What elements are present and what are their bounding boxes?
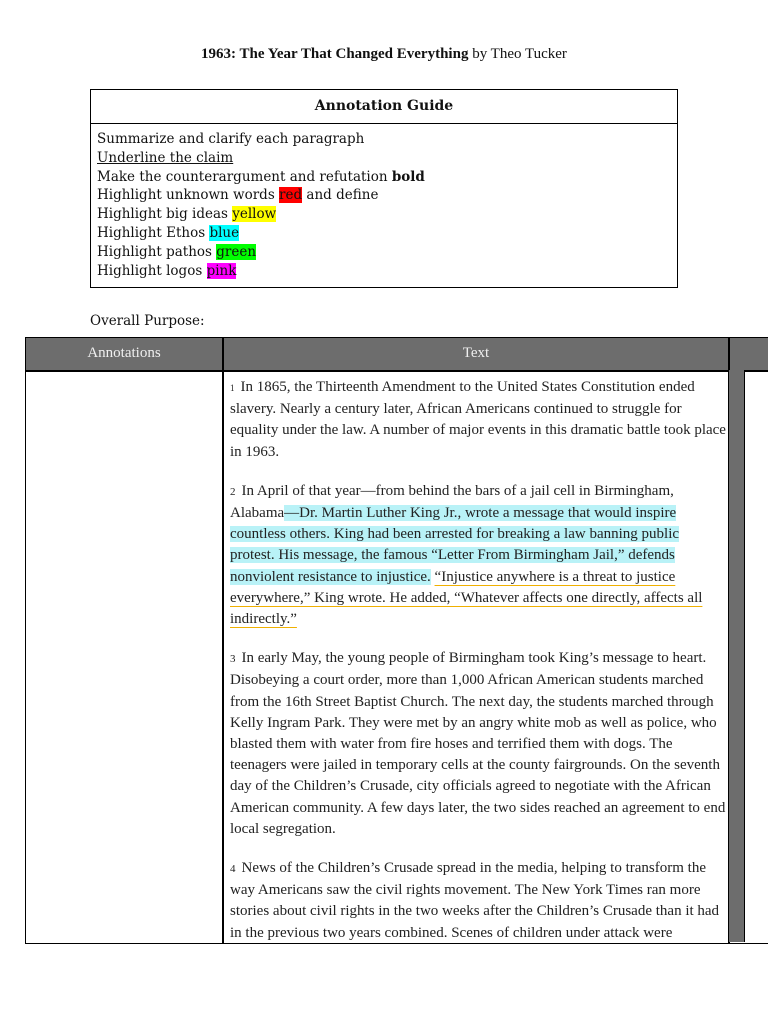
paragraph-number: 3	[230, 653, 236, 666]
pink-highlight-swatch: pink	[206, 262, 237, 279]
overall-purpose-label: Overall Purpose:	[90, 313, 205, 329]
guide-line-big-ideas-text: Highlight big ideas	[97, 206, 233, 223]
column-header-annotations: Annotations	[87, 345, 161, 361]
blue-highlight-swatch: blue	[209, 224, 240, 241]
guide-line-counterargument	[97, 168, 677, 187]
title-text: 1963: The Year That Changed Everything	[201, 46, 469, 62]
paragraph-2	[230, 481, 726, 630]
annotation-table	[25, 337, 768, 944]
paragraph-number: 4	[230, 863, 236, 876]
guide-line-claim: Underline the claim	[97, 149, 234, 166]
guide-line-logos	[97, 262, 677, 281]
column-header-text: Text	[462, 345, 490, 361]
annotation-guide-box	[90, 89, 678, 288]
guide-line-ethos-text: Highlight Ethos	[97, 224, 210, 241]
guide-line-unknown-post: and define	[302, 187, 379, 204]
paragraph-number: 1	[230, 383, 235, 393]
annotation-guide-list	[91, 124, 677, 280]
guide-line-logos-text: Highlight logos	[97, 262, 207, 279]
yellow-highlight-swatch: yellow	[232, 206, 277, 223]
green-highlight-swatch: green	[216, 243, 257, 260]
paragraph-text: In 1865, the Thirteenth Amendment to the United States Constitution ended slavery. Nearly a century later, African Americans continued to struggle for equality under the law. A number of major events in this dramatic battle took place in 1963.	[230, 379, 726, 460]
paragraph-text: In April of that year—from behind the bars of a jail cell in Birmingham, Alabama	[230, 482, 674, 522]
annotation-guide-heading: Annotation Guide	[91, 90, 677, 124]
guide-line-counterargument-text: Make the counterargument and refutation	[97, 168, 392, 185]
guide-line-big-ideas	[97, 205, 677, 224]
paragraph-number: 2	[230, 485, 236, 498]
red-highlight-swatch: red	[279, 187, 303, 204]
ethos-highlight: —Dr. Martin Luther King Jr., wrote a message that would inspire countless others. King had been arrested for breaking a law banning public protest. His message, the famous “Letter From Birmingham Jail,” defends nonviolent resistance to injustice.	[230, 505, 680, 585]
right-shaded-column	[729, 370, 745, 942]
guide-line-ethos	[97, 224, 677, 243]
guide-line-summarize: Summarize and clarify each paragraph	[97, 131, 365, 147]
table-header	[26, 337, 768, 370]
guide-line-pathos-text: Highlight pathos	[97, 243, 217, 260]
column-divider	[222, 337, 224, 943]
paragraph-text: In early May, the young people of Birmingham took King’s message to heart. Disobeying a court order, more than 1,000 African American students marched from the 16th Street Baptist Church. The next day, the students marched through Kelly Ingram Park. They were met by an angry white mob as well as police, who blasted them with water from fire hoses and terrified them with dogs. The teenagers were jailed in temporary cells at the county fairgrounds. On the seventh day of the Children’s Crusade, city officials agreed to negotiate with the African American community. A few days later, the two sides reached an agreement to end local segregation.	[230, 650, 726, 837]
guide-line-unknown-text: Highlight unknown words	[97, 187, 280, 204]
paragraph-1	[230, 377, 726, 463]
paragraph-3	[230, 648, 726, 840]
claim-underline: “Injustice anywhere is a threat to justice everywhere,” King wrote. He added, “Whatever affects one directly, affects all indirectly.”	[230, 568, 703, 628]
title-byline: by Theo Tucker	[468, 46, 567, 62]
document-title	[0, 46, 768, 63]
guide-line-unknown-words	[97, 186, 677, 205]
passage-text-cell	[230, 377, 726, 943]
paragraph-4	[230, 858, 726, 943]
paragraph-text: News of the Children’s Crusade spread in the media, helping to transform the way Americans saw the civil rights movement. The New York Times ran more stories about civil rights in the two weeks after the Children’s Crusade than it had in the previous two years combined. Scenes of children under attack were	[230, 860, 720, 941]
annotations-cell[interactable]	[26, 372, 222, 942]
guide-line-pathos	[97, 243, 677, 262]
guide-bold-word: bold	[391, 168, 425, 185]
